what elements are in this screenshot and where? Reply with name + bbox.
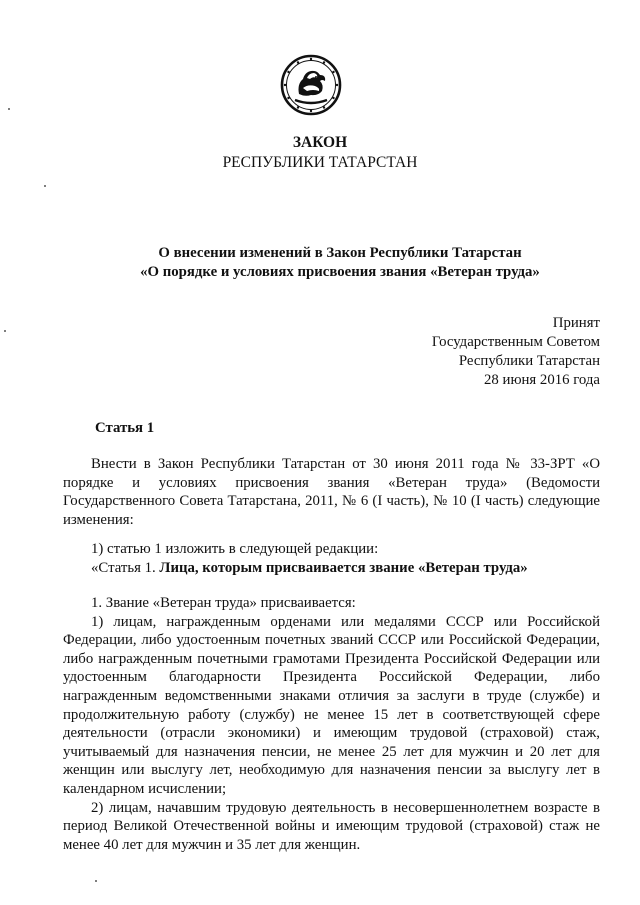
scan-speck: [8, 108, 10, 110]
tatarstan-coat-of-arms-icon: [280, 54, 342, 116]
subitem-2: 2) лицам, начавшим трудовую деятельность в несовершеннолетнем возрасте в период Великой Отечественной войны и имеющим трудовой (страховой) стаж не менее 40 лет для мужчин и 35 лет для женщин.: [63, 799, 600, 853]
subitem-1: 1) лицам, награжденным орденами или медалями СССР или Российской Федерации, либо удостоенным почетных званий СССР или Российской Федерации, либо награжденным почетными грамотами Президента Российской Федерации или удостоенным благодарности Президента Российской Федерации, либо награжденным ведомственными знаками отличия за заслуги в труде (службе) и продолжительную работу (службу) не менее 15 лет в соответствующей сфере деятельности (отрасли экономики) и имеющим трудовой (страховой) стаж, учитываемый для назначения пенсии, не менее 25 лет для мужчин и 20 лет для женщин или выслугу лет, необходимую для назначения пенсии за выслугу лет в календарном исчислении;: [63, 613, 600, 797]
adoption-line: Принят: [552, 315, 600, 331]
item-1: 1) статью 1 изложить в следующей редакции:: [91, 541, 379, 557]
law-subject-line1: О внесении изменений в Закон Республики Татарстан: [158, 245, 522, 261]
article-heading: Статья 1: [95, 420, 155, 436]
adoption-line: Государственным Советом: [431, 334, 600, 350]
scan-speck: [44, 185, 46, 187]
quoted-article-title: Лица, которым присваивается звание «Ветеран труда»: [159, 559, 528, 576]
amendments-block: [63, 540, 600, 577]
adoption-line: Республики Татарстан: [458, 353, 600, 369]
scan-speck: [4, 330, 6, 332]
quoted-article-body: [63, 594, 600, 854]
intro-text: Внести в Закон Республики Татарстан от 30 июня 2011 года № 33-ЗРТ «О порядке и условиях присвоения звания «Ветеран труда» (Ведомости Государственного Совета Татарстана, 2011, № 6 (I часть), № 10 (I часть) следующие изменения:: [63, 456, 600, 528]
quoted-article-heading: [63, 559, 600, 578]
scan-speck: [95, 880, 97, 882]
quoted-article-prefix: «Статья 1.: [91, 559, 160, 576]
law-subject-line2: «О порядке и условиях присвоения звания «Ветеран труда»: [140, 264, 540, 280]
paragraph-1: 1. Звание «Ветеран труда» присваивается:: [91, 595, 356, 611]
law-republic: РЕСПУБЛИКИ ТАТАРСТАН: [222, 154, 418, 171]
adoption-date: 28 июня 2016 года: [484, 372, 600, 388]
intro-paragraph: [63, 455, 600, 529]
law-title: ЗАКОН: [292, 134, 348, 151]
adoption-block: [432, 314, 600, 390]
